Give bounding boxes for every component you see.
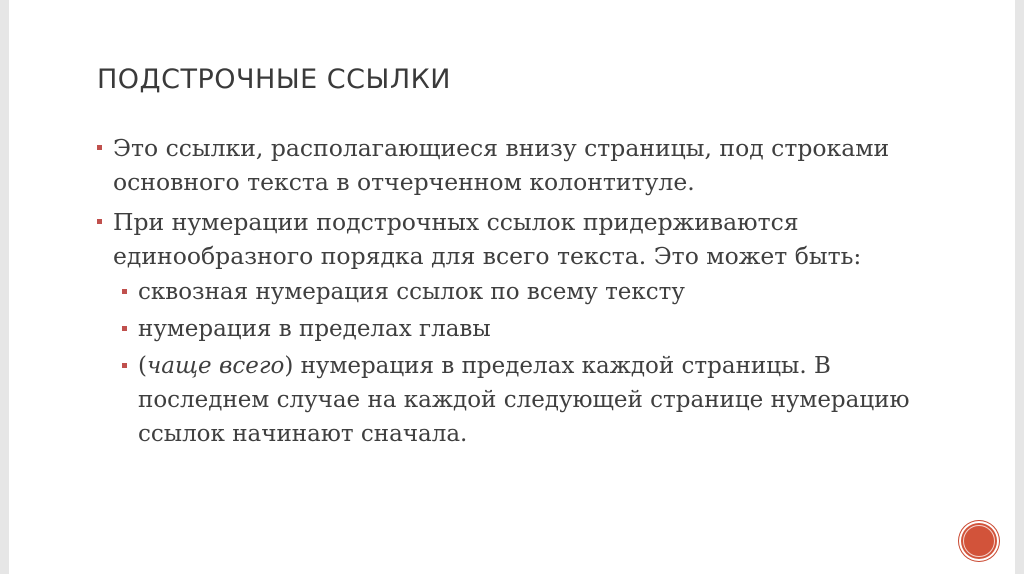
right-margin-strip (1015, 0, 1024, 574)
bullet-marker-icon (97, 219, 102, 224)
bullet-marker-icon (97, 145, 102, 150)
sub-bullet-item (121, 312, 956, 346)
left-margin-strip (0, 0, 9, 574)
bullet-marker-icon (122, 289, 127, 294)
sub-bullet-prefix: ( (138, 353, 147, 379)
bullet-text: Это ссылки, располагающиеся внизу страницы, под строками основного текста в отчерченном колонтитуле. (113, 134, 890, 196)
sub-bullet-list (96, 275, 956, 451)
sub-bullet-item (121, 275, 956, 309)
bullet-text: При нумерации подстрочных ссылок придерживаются единообразного порядка для всего текста. Это может быть: (113, 208, 862, 270)
bullet-item (96, 205, 956, 273)
sub-bullet-emphasis: чаще всего (146, 353, 285, 379)
sub-bullet-item (121, 349, 956, 451)
sub-bullet-text: нумерация в пределах главы (138, 316, 491, 342)
badge-ring (963, 525, 995, 557)
bullet-marker-icon (122, 363, 127, 368)
sub-bullet-text: ) нумерация в пределах каждой страницы. В последнем случае на каждой следующей странице нумерацию ссылок начинают сначала. (138, 353, 910, 447)
slide-number-badge-icon (959, 521, 999, 561)
slide-content (96, 131, 956, 451)
bullet-item (96, 131, 956, 199)
bullet-marker-icon (122, 326, 127, 331)
sub-bullet-text: сквозная нумерация ссылок по всему тексту (138, 279, 685, 305)
slide-title: ПОДСТРОЧНЫЕ ССЫЛКИ (97, 64, 452, 95)
